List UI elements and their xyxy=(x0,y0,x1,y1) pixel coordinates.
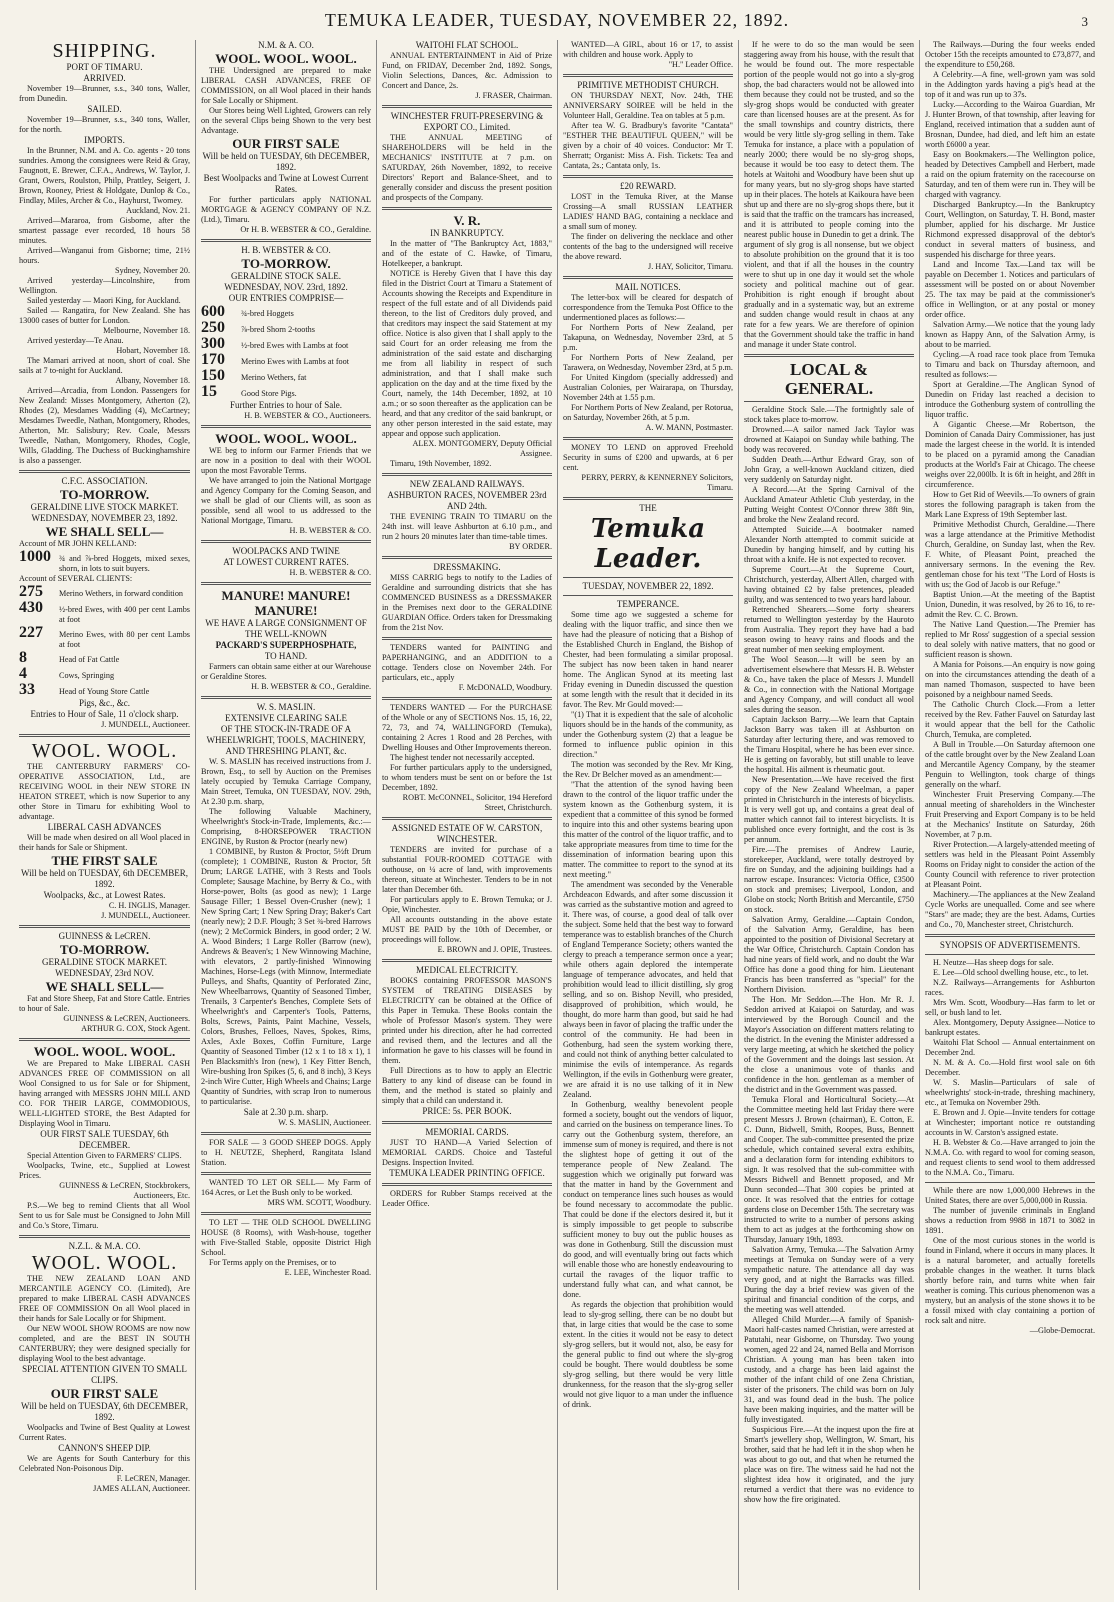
ad-heading: PACKARD'S SUPERPHOSPHATE, xyxy=(215,640,357,650)
news-item: New Presentation.—We have received the first copy of the New Zealand Wheelman, a paper printed in Christchurch in the interests of bicyclists. It is very well got up, and contains a great deal of matter which cannot fail to interest bicyclists. It is published once every fortnight, and the cost is 3s per annum. xyxy=(744,775,914,844)
lot-line xyxy=(19,625,190,650)
ad-text: Fat and Store Sheep, Fat and Store Cattle. Entries to hour of Sale. xyxy=(19,994,190,1013)
section-heading: SYNOPSIS OF ADVERTISEMENTS. xyxy=(939,940,1081,950)
ad-heading: ASSIGNED ESTATE OF W. CARSTON, WINCHESTER. xyxy=(391,823,543,844)
signature: BY ORDER. xyxy=(509,542,552,551)
lot-number: 300 xyxy=(201,335,225,352)
issue-date: TUESDAY, NOVEMBER 22, 1892. xyxy=(582,581,714,591)
ad-text: WANTED—A GIRL, about 16 or 17, to assist with children and house work. Apply to xyxy=(563,40,733,59)
synopsis-item: E. Lee—Old school dwelling house, etc., to let. xyxy=(933,968,1089,977)
ad-text: FOR SALE — 3 GOOD SHEEP DOGS. Apply to H. NEUTZE, Shepherd, Rangitata Island Station. xyxy=(201,1138,371,1167)
ad-text: The letter-box will be cleared for despatch of correspondence from the Temuka Post Office to the undermentioned places as follows:— xyxy=(563,293,733,322)
ad-text: For Northern Ports of New Zealand, per Rotorua, on Saturday, November 26th, at 5 p.m. xyxy=(563,403,733,422)
lot-line xyxy=(201,336,371,352)
column-3 xyxy=(376,40,557,1590)
ad-heading: WE SHALL SELL— xyxy=(45,979,164,994)
ad-text: Woolpacks, &c., at Lowest Rates. xyxy=(43,890,166,900)
news-item: A Celebrity.—A fine, well-grown yam was sold in the Addington yards having a pig's head at the top of it and was run up to 37s. xyxy=(925,70,1095,99)
news-item: Easy on Bookmakers.—The Wellington police, headed by Detectives Campbell and Herbert, made a raid on the opium fraternity on the racecourse on Saturday, and ten of them were run in. They will be charged with vagrancy. xyxy=(925,150,1095,199)
ad-heading: WEDNESDAY, 23rd NOV. xyxy=(55,968,154,978)
dateline: Hobart, November 18. xyxy=(116,346,190,355)
signature: GUINNESS & LeCREN, Auctioneers. xyxy=(63,1014,190,1023)
news-item: Suspicious Fire.—At the inquest upon the fire at Smart's jewellery shop, Wellington, W. Smart, his brother, said that he had left it in the shop when he was about to go out, and that when he returned the place was on fire. The witness said he had not the slightest idea how it originated, and the jury returned a verdict that there was no evidence to show how the fire originated. xyxy=(744,1425,914,1504)
news-item: Machinery.—The appliances at the New Zealand Cycle Works are unequalled. Come and see where "Stars" are made; they are the best. Adams, Curties and Co., 70, Manchester street, Christchurch. xyxy=(925,890,1095,929)
paragraph: November 19—Brunner, s.s., 340 tons, Waller, from Dunedin. xyxy=(19,84,190,103)
lot-number: 170 xyxy=(201,351,225,368)
ad-text: For further particulars apply to the undersigned, to whom tenders must be sent on or before the 1st December, 1892. xyxy=(382,763,552,792)
ad-text: Pigs, &c., &c. xyxy=(79,698,130,708)
signature: J. HAY, Solicitor, Timaru. xyxy=(648,262,733,271)
ad-heading: N.M. & A. CO. xyxy=(258,40,314,50)
section-title: SHIPPING. xyxy=(52,40,157,62)
ad-text: Entries to Hour of Sale, 11 o'clock sharp. xyxy=(30,709,179,719)
ad-text: Account of SEVERAL CLIENTS: xyxy=(19,574,133,583)
source-credit: —Globe-Democrat. xyxy=(1029,1326,1095,1335)
ad-text: WE HAVE A LARGE CONSIGNMENT OF THE WELL-KNOWN xyxy=(205,618,367,639)
synopsis-item: H. B. Webster & Co.—Have arranged to join the N.M.A. Co. with regard to wool for coming season, and request clients to send wool to them addressed to the N.M.A. Co., Timaru. xyxy=(925,1138,1095,1177)
paragraph: Arrived—Wanganui from Gisborne; time, 21½ hours. xyxy=(19,246,190,265)
ad-text: Best Woolpacks and Twine at Lowest Current Rates. xyxy=(203,173,369,194)
ad-heading: LIBERAL CASH ADVANCES xyxy=(47,822,162,832)
ad-heading: WOOL. WOOL. WOOL. xyxy=(33,1044,176,1059)
signature: F. McDONALD, Woodbury. xyxy=(458,683,552,692)
ad-text: Special Attention Given to FARMERS' CLIPS. xyxy=(27,1151,182,1160)
ad-text: ANNUAL ENTERTAINMENT in Aid of Prize Fund, on FRIDAY, December 2nd, 1892. Songs, Violin Selections, Dances, &c. Admission to Concert and Dance, 2s. xyxy=(382,51,552,90)
news-item: The Hon. Mr Seddon.—The Hon. Mr R. J. Seddon arrived at Kaiapoi on Saturday, and was interviewed by the Borough Council and the Mayor's Association on different matters relating to the district. In the evening the Minister addressed a very large meeting, at which he sketched the policy of the Government and the doings last session. At the close a unanimous vote of thanks and confidence in the hon. gentleman as a member of the district and in the Government was passed. xyxy=(744,995,914,1094)
news-item: A Bull in Trouble.—On Saturday afternoon one of the cattle brought over by the New Zealand Loan and Mercantile Agency Company, by the steamer Penguin to Wellington, took charge of things generally on the wharf. xyxy=(925,740,1095,789)
ad-text: PRICE: 5s. PER BOOK. xyxy=(422,1106,512,1116)
ad-text: TENDERS wanted for PAINTING and PAPERHANGING, and an ADDITION to a cottage. Tenders close on November 24th. For particulars, etc., apply xyxy=(382,643,552,682)
news-item: How to Get Rid of Weevils.—To owners of grain stores the following paragraph is taken from the Mark Lane Express of 19th September last. xyxy=(925,490,1095,519)
synopsis-item: E. Brown and J. Opie—Invite tenders for cottage at Winchester; important notice re outstanding accounts in W. Carston's assigned estate. xyxy=(925,1108,1095,1137)
ad-text: Will be held on TUESDAY, 6th DECEMBER, 1892. xyxy=(202,151,370,172)
synopsis-item: N.Z. Railways—Arrangements for Ashburton races. xyxy=(925,978,1095,997)
signature: H. B. WEBSTER & CO. xyxy=(289,526,371,535)
subheading: SAILED. xyxy=(87,104,122,114)
ad-heading: TO-MORROW. xyxy=(59,942,150,957)
signature: ALEX. MONTGOMERY, Deputy Official Assignee. xyxy=(412,439,552,458)
news-item: Salvation Army, Geraldine.—Captain Condon, of the Salvation Army, Geraldine, has been appointed to the position of Divisional Secretary at the War Office, Christchurch. Captain Condon has had nine years of field work, and no doubt the War Office has done a good thing for him. Lieutenant Francis has been transferred as "special" for the Northern Division. xyxy=(744,915,914,994)
subheading: ARRIVED. xyxy=(83,73,126,83)
signature: MRS WM. SCOTT, Woodbury. xyxy=(267,1198,371,1207)
lot-text: ½-bred Ewes with Lambs at foot xyxy=(241,341,349,350)
ad-text: For Northern Ports of New Zealand, per Tarawera, on Wednesday, November 23rd, at 5 p.m. xyxy=(563,353,733,372)
ad-heading: TO-MORROW. xyxy=(241,256,331,271)
paragraph: Sailed yesterday — Maori King, for Auckland. xyxy=(27,296,181,305)
ad-heading: CANNON'S SHEEP DIP. xyxy=(58,1443,151,1453)
lot-number: 4 xyxy=(19,665,27,682)
ad-heading: H. B. WEBSTER & CO. xyxy=(241,245,331,255)
synopsis-item: Mrs Wm. Scott, Woodbury—Has farm to let or sell, or bush land to let. xyxy=(925,998,1095,1017)
ad-heading: WAITOHI FLAT SCHOOL. xyxy=(415,40,519,50)
ad-text: Full Directions as to how to apply an Electric Battery to any kind of disease can be found in them, and the method is stated so plainly and simply that a child can understand it. xyxy=(382,1066,552,1105)
ad-heading: MEDICAL ELECTRICITY. xyxy=(416,965,518,975)
ad-heading: THE FIRST SALE xyxy=(51,853,158,868)
news-item: Primitive Methodist Church, Geraldine.—There was a large attendance at the Primitive Methodist Church, Geraldine, on Sunday last, when the Rev. F. White, of Pleasant Point, preached the anniversary sermons. In the evening the Rev. gentleman chose for his text "The Lord of Hosts is with us; the God of Jacob is our Refuge." xyxy=(925,520,1095,589)
news-item: Sport at Geraldine.—The Anglican Synod of Dunedin on Friday last reached a decision to introduce the Gothenburg system of controlling the liquor traffic. xyxy=(925,380,1095,419)
dateline: Albany, November 18. xyxy=(115,376,190,385)
paragraph: In Gothenburg, wealthy benevolent people formed a society, bought out the vendors of liquor, and carried on the business on temperance lines. To carry out the Gothenburg system, therefore, an immense sum of money is required, and there is not the slightest hope of getting it out of the temperance people of New Zealand. The suggestion which we originally put forward was that the matter in hand by the Government and conduct on temperance lines such houses as would be found necessary to accommodate the public. That could be done if the electors desired it, but it is simply impossible to get people to subscribe sufficient money to buy out the public houses as was done in Gothenburg. Still the discussion must do good, and will eventually bring out facts which will enable those who are honestly endeavouring to curtail the ravages of the liquor traffic to understand fully what can, and what cannot, be done. xyxy=(563,1100,733,1299)
lot-text: ¾-bred Hoggets xyxy=(241,309,294,318)
paper-title: Temuka Leader. xyxy=(590,514,706,574)
news-item: Drowned.—A sailor named Jack Taylor was drowned at Kaiapoi on Sunday while bathing. The body was recovered. xyxy=(744,425,914,454)
lot-number: 8 xyxy=(19,649,27,666)
lot-line xyxy=(19,666,190,682)
signature: A. W. MANN, Postmaster. xyxy=(645,423,733,432)
ad-heading: NEW ZEALAND RAILWAYS. xyxy=(409,479,525,489)
ad-heading: GERALDINE STOCK MARKET. xyxy=(42,957,167,967)
column-6 xyxy=(919,40,1100,1590)
ad-text: 1 COMBINE, by Ruston & Proctor, 5½ft Drum (complete); 1 COMBINE, Ruston & Proctor, 5ft Drum; LARGE LATHE, with 3 Rests and Tools Complete; Sausage Machine, by Berry & Co., with Horse-power, Bolts (as good as new); 1 Large Sausage Filler; 1 Bessel Oven-Crusher (new); 1 New Spring Cart; 1 New Spring Dray; Baker's Cart (nearly new); 2 D.F. Plough; 3 Set ¾-bred Harrows (new); 2 McCormick Binders, in good order; 2 W. A. Wood Binders; 1 Large Roller (Barrow (new), Andrews & Beaven's; 1 New Winnowing Machine, with elevators, 2 partly-finished Winnowing Machines, Horse-Legs (with Minnow, Intermediate Pulleys, and Shafts, Quantity of Perforated Zinc, New Wheelbarrows, Quantity of Seasoned Timber, Trenails, 3 Carpenter's Benches, Complete Sets of Wheelwright's and Carpenter's Tools, Patterns, Bolts, Screws, Paints, Paint Machine, Vessels, Colors, Brushes, Felloes, Naves, Spokes, Rims, Axles, Axle Boxes, Coffin Furniture, Large Quantity of Seasoned Timber (12 x 1 to 18 x 1), 1 Pen Blacksmith's Iron (new), 1 Key Fitter Bench, Wire-bushing Iron Spikes (5, 6, and 8 inch), 3 Keys 2-inch Wire Cutter, High Wheels and Chains; Large Quantity of Sundries, with scrap Iron to numerous to particularise. xyxy=(201,847,371,1106)
subheading: IMPORTS. xyxy=(84,135,125,145)
ad-text: The finder on delivering the necklace and other contents of the bag to the undersigned will receive the above reward. xyxy=(563,232,733,261)
signature: ROBT. McCONNEL, Solicitor, 194 Hereford Street, Christchurch. xyxy=(402,793,552,812)
news-item: The Railways.—During the four weeks ended October 15th the receipts amounted to £73,877, and the expenditure to £50,268. xyxy=(925,40,1095,69)
paper-kicker: THE xyxy=(639,503,657,513)
paragraph: In the Brunner, N.M. and A. Co. agents - 20 tons sundries. Among the consignees were Reid & Gray, Faugnott, E. Brewer, C.F.A., Andrews, W. Taylor, J. Grant, Owers, Roulston, Philp, Prattley, Seigert, J. Brown, Rooney, Priest & Holdgate, Dunlop & Co., Findlay, Miles, Archer & Co., Hayhurst, Twomey. xyxy=(19,146,190,205)
ad-text: THE Undersigned are prepared to make LIBERAL CASH ADVANCES, FREE OF COMMISSION, on all Wool placed in their hands for Sale Locally or Shipment. xyxy=(201,66,371,105)
signature: "H." Leader Office. xyxy=(668,60,733,69)
signature: W. S. MASLIN, Auctioneer. xyxy=(278,1118,371,1127)
paragraph: Sailed — Rangatira, for New Zealand. She has 13000 cases of butter for London. xyxy=(19,306,190,325)
ad-heading: C.F.C. ASSOCIATION. xyxy=(61,476,148,486)
lot-text: Cows, Springing xyxy=(59,671,115,680)
lot-line xyxy=(19,600,190,625)
ad-heading: SPECIAL ATTENTION GIVEN TO SMALL CLIPS. xyxy=(22,1364,187,1385)
lot-text: Good Store Pigs. xyxy=(241,389,297,398)
ad-text: TO LET — THE OLD SCHOOL DWELLING HOUSE (8 Rooms), with Wash-house, together with Five-Stalled Stable, opposite District High School. xyxy=(201,1218,371,1257)
paragraph: Arrived—Arcadia, from London. Passengers for New Zealand: Misses Montgomery, Atherton (2), Rhodes (2), Mesdames Wadding (4), McCartney; Mesdames Tweedle, Nathan, Montgomery, Rhodes, Atherton, Mr. Salisbury; Rev. Coale, Messrs Tweedle, Nathan, Montgomery, Rhodes, Cogle, Wills, Gladding. The Duchess of Buckinghamshire is also a passenger. xyxy=(19,386,190,465)
paragraph: While there are now 1,000,000 Hebrews in the United States, there are over 5,000,000 in Russia. xyxy=(925,1186,1095,1205)
ad-text: For further particulars apply NATIONAL MORTGAGE & AGENCY COMPANY OF N.Z. (Ltd.), Timaru. xyxy=(201,195,371,224)
lot-number: 430 xyxy=(19,599,43,616)
ad-text: LOST in the Temuka River, at the Manse Crossing—A small RUSSIAN LEATHER LADIES' HAND BAG, containing a necklace and a small sum of money. xyxy=(563,192,733,231)
paragraph: If he were to do so the man would be seen staggering away from his house, with the result that he would be found out. The more respectable portion of the people would not go into a sly-grog shop, the bad characters would not be allowed into them because they could not be trusted, and so the sly-grog shops would be conducted with greater care than licensed houses are at the present. As for the small townships and country districts, there would be very little sly-grog selling in them. Take Temuka for instance, a place with a population of nearly 2000; there would be no sly-grog shops, because it would be too easy to detect them. The hotels at Waitohi and Woodbury have been shut up for many years, but no sly-grog shops have started up in their places. The hotels at Kaikoura have been shut up and there are no sly-grog shops there, but it is said that the traffic on the tramcars has increased, and it is attributed to people coming into the nearest public house in Dunedin to get a drink. The argument of sly grog is all nonsense, but we object to absolute prohibition on the ground that it is too violent, and that if all the houses in the country were to shut up in one day it would set the whole society and political machine out of gear. Prohibition is right enough if brought about gradually and in a systematic way, but an extreme and sudden change would result in chaos at any rate for a few years. We are therefore of opinion that the Government should take the traffic in hand and manage it under State control. xyxy=(744,40,914,349)
paragraph: Some time ago we suggested a scheme for dealing with the liquor traffic, and since then we have had the pleasure of noticing that a Bishop of the Established Church in England, the Bishop of Chester, had been formulating a similar proposal. The subject has now been taken in hand nearer home. The Anglican Synod at its meeting last Friday evening in Dunedin discussed the question at some length with the result that it decided in its favor. The Rev. Mr Gould moved:— xyxy=(563,610,733,709)
ad-text: We are Prepared to Make LIBERAL CASH ADVANCES FREE OF COMMISSION on all Wool Consigned to us for Sale or for Shipment, having arranged with MESSRS JOHN MILL AND CO. FOR THEIR LARGE, COMMODIOUS, WELL-LIGHTED STORE, the Best Adapted for Displaying Wool in Timaru. xyxy=(19,1059,190,1128)
signature: PERRY, PERRY, & KENNERNEY Solicitors, Timaru. xyxy=(581,473,733,492)
ad-text: Will be held on TUESDAY, 6th DECEMBER, 1892. xyxy=(21,1401,188,1422)
lot-text: Merino Ewes with Lambs at foot xyxy=(241,357,350,366)
synopsis-item: H. Neutze—Has sheep dogs for sale. xyxy=(933,958,1054,967)
paragraph: Arrived yesterday—Lincolnshire, from Wellington. xyxy=(19,276,190,295)
lot-line xyxy=(19,584,190,600)
ad-text: Farmers can obtain same either at our Warehouse or Geraldine Stores. xyxy=(201,662,371,681)
dateline: Sydney, November 20. xyxy=(115,266,190,275)
news-item: Salvation Army.—We notice that the young lady known as Happy Ann, of the Salvation Army, is about to be married. xyxy=(925,320,1095,349)
lot-text: Head of Fat Cattle xyxy=(59,655,120,664)
ad-heading: GUINNESS & LeCREN. xyxy=(58,931,151,941)
lot-line xyxy=(19,650,190,666)
signature: Or H. B. WEBSTER & CO., Geraldine. xyxy=(240,225,371,234)
news-item: The Wool Season.—It will be seen by an advertisement elsewhere that Messrs H. B. Webster & Co., have taken the place of Messrs J. Mundell & Co., in connection with the National Mortgage and Agency Company, and will conduct all wool sales during the season. xyxy=(744,655,914,714)
ad-text: Our Stores being Well Lighted, Growers can rely on the several Clips being Shown to the very best Advantage. xyxy=(201,106,371,135)
news-item: Captain Jackson Barry.—We learn that Captain Jackson Barry was taken ill at Ashburton on Saturday after lecturing there, and was removed to the Timaru Hospital, where he has been ever since. He is getting on favorably, but still unable to leave the hospital. His ailment is rheumatic gout. xyxy=(744,715,914,774)
signature: J. MUNDELL, Auctioneer. xyxy=(101,911,190,920)
ad-text: AT LOWEST CURRENT RATES. xyxy=(223,557,349,567)
paragraph: November 19—Brunner, s.s., 340 tons, Waller, for the north. xyxy=(19,115,190,134)
ad-heading: WOOL. WOOL. xyxy=(31,740,178,762)
ad-heading: WOOL. WOOL. WOOL. xyxy=(215,431,357,446)
ad-heading: WEDNESDAY, NOVEMBER 23, 1892. xyxy=(31,513,178,523)
lot-line xyxy=(201,320,371,336)
signature: C. H. INGLIS, Manager. xyxy=(108,901,190,910)
ad-text: Account of MR JOHN KELLAND: xyxy=(19,539,137,548)
signature: H. B. WEBSTER & CO., Geraldine. xyxy=(251,682,371,691)
news-item: The Native Land Question.—The Premier has replied to Mr Ross' suggestion of a special session to deal solely with native matters, that no good or sufficient reason is shown. xyxy=(925,620,1095,659)
ad-heading: V. R. xyxy=(453,213,481,228)
ad-text: We are Agents for South Canterbury for this Celebrated Non-Poisonous Dip. xyxy=(19,1454,190,1473)
ad-text: The following Valuable Machinery, Wheelwright's Stock-in-Trade, Implements, &c.:—Comprising, 8-HORSEPOWER TRACTION ENGINE, by Ruston & Proctor (nearly new) xyxy=(201,807,371,846)
ad-text: All accounts outstanding in the above estate MUST BE PAID by the 10th of December, or proceedings will follow. xyxy=(382,915,552,944)
section-title: LOCAL & GENERAL. xyxy=(784,360,874,398)
lot-number: 275 xyxy=(19,583,43,600)
synopsis-item: W. S. Maslin—Particulars of sale of wheelwrights' stock-in-trade, threshing machinery, etc., at Temuka on November 29th. xyxy=(925,1078,1095,1107)
news-item: A Gigantic Cheese.—Mr Robertson, the Dominion of Canada Dairy Commissioner, has just made the largest cheese in the world. It is intended to be placed on a pyramid among the Canadian products at the World's Fair at Chicago. The cheese weighs over 22,000lb. It is 6ft in height, and 28ft in circumference. xyxy=(925,420,1095,489)
ad-heading: WINCHESTER FRUIT-PRESERVING & EXPORT CO., Limited. xyxy=(390,111,544,132)
lot-line xyxy=(201,368,371,384)
ad-text: For Terms apply on the Premises, or to xyxy=(209,1258,337,1267)
column-1 xyxy=(14,40,195,1590)
ad-heading: PRIMITIVE METHODIST CHURCH. xyxy=(577,80,719,90)
news-item: Alleged Child Murder.—A family of Spanish-Maori half-castes named Christian, were arrested at Patutahi, near Gisborne, on Thursday. Two young women, aged 22 and 24, named Bella and Morrison Christian. A young man has been taken into custody, and a charge has been laid against the mother of the infant child of one Zena Christian, sister of the prisoners. The child was born on July 31, and was found dead in the bush. The police have been making inquiries, and the matter will be fully investigated. xyxy=(744,1315,914,1424)
signature: JAMES ALLAN, Auctioneer. xyxy=(93,1484,190,1493)
news-item: Temuka Floral and Horticultural Society.—At the Committee meeting held last Friday there were present Messrs J. Brown (chairman), E. Cotton, E. C. Dunn, Bidwell, Smith, Roopes, Buss, Bennett and Cooper. The sub-committee presented the prize schedule, which contained several extra exhibits, and a declaration form for intending exhibitors to sign. It was resolved that the sub-committee with Messrs Bidwell and Bennett proposed, and Mr Dunn seconded—That 300 copies be printed at once. It was resolved that the entries for cottage gardens close on December 15th. The secretary was instructed to write to a number of persons asking them to act as judges at the forthcoming show on Thursday, January 19th, 1893. xyxy=(744,1095,914,1244)
ad-heading: MAIL NOTICES. xyxy=(615,282,681,292)
paragraph: The amendment was seconded by the Venerable Archdeacon Edwards, and after some discussion it was carried as the substantive motion and agreed to it. There was, of course, a good deal of talk over the subject. Some held that the best way to forward temperance was to establish branches of the Church of England Temperance Society; others wanted the clergy to preach a temperance sermon once a year; while others again deplored the intemperate language of temperance advocates, and held that prohibition would lead to illicit distilling, sly grog selling, and so on. Bishop Nevill, who presided, disapproved of prohibition, which would, he thought, do more harm than good, but said he had always been in favor of placing the traffic under the control of the community. He had been in Gothenburg, had seen the system working there, and could not think of anything better calculated to minimise the evils of intemperance. As regards Wellington, if the evils in Gothenburg were greater, we are afraid it is no use talking of it in New Zealand. xyxy=(563,880,733,1099)
ad-text: Woolpacks, Twine, etc., Supplied at Lowest Prices. xyxy=(19,1161,190,1180)
ad-heading: WOOL. WOOL. WOOL. xyxy=(215,51,357,66)
news-item: Fire.—The premises of Andrew Laurie, storekeeper, Auckland, were totally destroyed by fire on Sunday, and the adjoining buildings had a narrow escape. Insurances: Victoria Office, £3500 on stock and premises; Liverpool, London, and Globe on stock; North British and Mercantile, £750 on stock. xyxy=(744,845,914,914)
ad-text: Our NEW WOOL SHOW ROOMS are now now completed, and are the BEST IN SOUTH CANTERBURY; they were designed specially for displaying Wool to the best advantage. xyxy=(19,1324,190,1363)
signature: E. LEE, Winchester Road. xyxy=(284,1268,371,1277)
ad-heading: MANURE! MANURE! MANURE! xyxy=(221,588,351,618)
news-item: Lucky.—According to the Wairoa Guardian, Mr J. Hunter Brown, of that township, after leaving for England, received intimation that a sudden aunt of Brosnan, Dundee, had died, and left him an estate worth £6000 a year. xyxy=(925,100,1095,149)
ad-text: After tea W. G. Bradbury's favorite "Cantata" "ESTHER THE BEAUTIFUL QUEEN," will be given by a choir of 40 voices. Conductor: Mr T. Sherratt; Organist: Miss A. Fish. Tickets: Tea and Cantata, 2s.; Cantata only, 1s. xyxy=(563,121,733,170)
paragraph: Arrived—Mararoa, from Gisborne, after the smartest passage ever recorded, 18 hours 58 minutes. xyxy=(19,216,190,245)
news-item: A Record.—At the Spring Carnival of the Auckland Amateur Athletic Club yesterday, in the Putting Weight Contest O'Connor threw 38ft 9in, and broke the New Zealand record. xyxy=(744,485,914,524)
lot-line xyxy=(19,682,190,698)
paragraph: Arrived yesterday—Te Anau. xyxy=(27,336,124,345)
subheading: PORT OF TIMARU. xyxy=(66,62,143,72)
ad-text: ON THURSDAY NEXT, Nov. 24th, THE ANNIVERSARY SOIREE will be held in the Volunteer Hall, Geraldine. Tea on tables at 5 p.m. xyxy=(563,91,733,120)
news-item: Geraldine Stock Sale.—The fortnightly sale of stock takes place to-morrow. xyxy=(744,405,914,424)
lot-number: 1000 xyxy=(19,548,51,565)
column-5 xyxy=(738,40,919,1590)
ad-text: WE beg to inform our Farmer Friends that we are now in a position to deal with their WOOL upon the most Favorable Terms. xyxy=(201,446,371,475)
ad-text: Timaru, 19th November, 1892. xyxy=(390,459,492,468)
ad-heading: WOOLPACKS AND TWINE xyxy=(232,546,340,556)
ad-heading: IN BANKRUPTCY. xyxy=(430,228,504,238)
signature: GUINNESS & LeCREN, Stockbrokers, Auctioneers, Etc. xyxy=(59,1181,190,1200)
newspaper-page xyxy=(14,40,1102,1590)
ad-text: Will be made when desired on all Wool placed in their hands for Sale or Shipment. xyxy=(19,833,190,852)
synopsis-item: Waitohi Flat School — Annual entertainment on December 2nd. xyxy=(925,1038,1095,1057)
news-item: Retrenched Shearers.—Some forty shearers returned to Wellington yesterday by the Hauroto from Australia. They report they have had a bad season owing to heavy rains and floods and the great number of men seeking employment. xyxy=(744,605,914,654)
news-item: The Catholic Church Clock.—From a letter received by the Rev. Father Fauvel on Saturday last it would appear that the bell for the Catholic Church, Temuka, are completed. xyxy=(925,700,1095,739)
ad-text: For particulars apply to E. Brown Temuka; or J. Opie, Winchester. xyxy=(382,895,552,914)
ad-text: We have arranged to join the National Mortgage and Agency Company for the Coming Season, and we shall be glad of our Clients will, as soon as possible, send all wool to us addressed to the National Mortgage, Timaru. xyxy=(201,476,371,525)
paragraph: "That the attention of the synod having been drawn to the control of the liquor traffic under the system known as the Gothenburg system, it is expedient that a committee of this synod be formed to inquire into this and other systems bearing upon this matter of the control of the liquor traffic, and to take appropriate measures from time to time for the dissemination of information bearing upon this matter. The committee to report to the synod at its next meeting." xyxy=(563,780,733,879)
signature: H. B. WEBSTER & CO., Auctioneers. xyxy=(244,411,371,420)
news-item: Baptist Union.—At the meeting of the Baptist Union, Dunedin, it was resolved, by 26 to 16, to re-admit the Rev. C. C. Brown. xyxy=(925,590,1095,619)
ad-text: JUST TO HAND—A Varied Selection of MEMORIAL CARDS. Choice and Tasteful Designs. Inspection Invited. xyxy=(382,1138,552,1167)
column-2 xyxy=(195,40,376,1590)
dateline: Auckland, Nov. 21. xyxy=(126,206,190,215)
paragraph: As regards the objection that prohibition would lead to sly-grog selling, there can be no doubt but that, in large cities that would be the case to some extent. In the cities it would not be easy to detect sly-grog sellers, but it would not, also, be easy for the general public to find out where the sly-grog could be bought. There would doubtless be some sly-grog selling, but there would be very little drunkenness, for the reason that the sly-grog seller would not give liquor to a man under the influence of drink. xyxy=(563,1300,733,1409)
ad-text: Will be held on TUESDAY, 6th DECEMBER, 1892. xyxy=(21,868,188,889)
ad-heading: WOOL. WOOL. xyxy=(31,1252,178,1274)
news-item: Discharged Bankruptcy.—In the Bankruptcy Court, Wellington, on Saturday, T. H. Bond, master plumber, applied for his discharge. Mr Justice Richmond expressed disapproval of the debtor's conduct in several matters of business, and suspended his discharge for three years. xyxy=(925,200,1095,259)
ad-heading: TO-MORROW. xyxy=(59,487,150,502)
masthead: TEMUKA LEADER, TUESDAY, NOVEMBER 22, 1892. xyxy=(324,10,790,30)
ad-text: Further Entries to hour of Sale. xyxy=(230,400,342,410)
ad-text: For Northern Ports of New Zealand, per Takapuna, on Wednesday, November 23rd, at 5 p.m. xyxy=(563,323,733,352)
lot-number: 600 xyxy=(201,303,225,320)
ad-heading: EXTENSIVE CLEARING SALE xyxy=(225,713,347,723)
ad-text: W. S. MASLIN has received instructions from J. Brown, Esq., to sell by Auction on the Premises lately occupied by Temuka Carriage Company, Main Street, Temuka, ON TUESDAY, NOV. 29th, At 2.30 p.m. sharp, xyxy=(201,757,371,806)
ad-text: Woolpacks and Twine of Best Quality at Lowest Current Rates. xyxy=(19,1423,190,1442)
ad-heading: OUR ENTRIES COMPRISE— xyxy=(228,293,344,303)
news-item: River Protection.—A largely-attended meeting of settlers was held in the Pleasant Point Assembly Rooms on Friday night to consider the action of the County Council with reference to river protection at Pleasant Point. xyxy=(925,840,1095,889)
paragraph: The Mamari arrived at noon, short of coal. She sails at 7 to-night for Auckland. xyxy=(19,356,190,375)
ad-text: TENDERS WANTED — For the PURCHASE of the Whole or any of SECTIONS Nos. 15, 16, 22, 72, 73, and 74, WALLINGFORD (Temuka), containing 2 Acres 1 Rood and 28 Perches, with Dwelling Houses and Other Improvements thereon. xyxy=(382,703,552,752)
lot-text: ¾ and ⅞-bred Hoggets, mixed sexes, shorn, in lots to suit buyers. xyxy=(59,554,190,573)
lot-text: Merino Ewes, with 80 per cent Lambs at foot xyxy=(59,630,190,649)
dateline: Melbourne, November 18. xyxy=(103,326,190,335)
lot-number: 33 xyxy=(19,681,35,698)
ad-heading: GERALDINE STOCK SALE. xyxy=(230,271,342,281)
ad-heading: WEDNESDAY, NOV. 23rd, 1892. xyxy=(224,282,348,292)
lot-number: 250 xyxy=(201,319,225,336)
news-item: Attempted Suicide.—A bootmaker named Alexander North attempted to commit suicide at Dunedin by hanging himself, and by cutting his throat with a knife. He is not expected to recover. xyxy=(744,525,914,564)
ad-text: THE ANNUAL MEETING of SHAREHOLDERS will be held in the MECHANICS' INSTITUTE at 7 p.m. on SATURDAY, 26th November, 1892, to receive Directors' Report and Balance-Sheet, and to generally consider and discuss the present position and prospects of the Company. xyxy=(382,133,552,202)
ad-text: THE NEW ZEALAND LOAN AND MERCANTILE AGENCY CO. (Limited), Are prepared to make LIBERAL CASH ADVANCES FREE OF COMMISSION On all Wool placed in their hands for Sale Locally or for Shipment. xyxy=(19,1274,190,1323)
lot-text: Merino Wethers, in forward condition xyxy=(59,589,184,598)
ad-text: THE CANTERBURY FARMERS' CO-OPERATIVE ASSOCIATION, Ltd., are RECEIVING WOOL in their NEW STORE IN HEATON STREET, which is now Superior to any other Store in Timaru for exhibiting Wool to advantage. xyxy=(19,762,190,821)
news-item: Cycling.—A road race took place from Temuka to Timaru and back on Thursday afternoon, and resulted as follows:— xyxy=(925,350,1095,379)
news-item: A Mania for Poisons.—An enquiry is now going on into the circumstances attending the death of a man named Thomason, suspected to have been poisoned by a neighbour named Seeds. xyxy=(925,660,1095,699)
signature: E. BROWN and J. OPIE, Trustees. xyxy=(437,945,552,954)
ad-heading: OUR FIRST SALE xyxy=(232,136,340,151)
news-item: Winchester Fruit Preserving Company.—The annual meeting of shareholders in the Winchester Fruit Preserving and Export Company is to be held at the Mechanics' Institute on Saturday, 26th November, at 7 p.m. xyxy=(925,790,1095,839)
lot-text: Head of Young Store Cattle xyxy=(59,687,150,696)
column-4 xyxy=(557,40,738,1590)
ad-text: BOOKS containing PROFESSOR MASON'S SYSTEM of TREATING DISEASES by ELECTRICITY can be obtained at the Office of this Paper in Temuka. These Books contain the whole of Professor Mason's system. They were printed under his direction, after he had corrected and revised them, and the lectures and all the information he gave to his classes will be found in them. xyxy=(382,976,552,1065)
ad-text: ORDERS for Rubber Stamps received at the Leader Office. xyxy=(382,1189,552,1208)
lot-text: ⅞-bred Shorn 2-tooths xyxy=(241,325,315,334)
news-item: Supreme Court.—At the Supreme Court, Christchurch, yesterday, Albert Allen, charged with having obtained £2 by false pretences, pleaded guilty, and was sentenced to two years hard labour. xyxy=(744,565,914,604)
signature: J. FRASER, Chairman. xyxy=(475,91,552,100)
lot-number: 227 xyxy=(19,624,43,641)
signature: ARTHUR G. COX, Stock Agent. xyxy=(81,1024,190,1033)
ad-text: The highest tender not necessarily accepted. xyxy=(390,753,535,762)
ad-text: P.S.—We beg to remind Clients that all Wool Sent to us for Sale must be Consigned to John Mill and Co.'s Store, Timaru. xyxy=(19,1201,190,1230)
ad-heading: OUR FIRST SALE TUESDAY, 6th DECEMBER. xyxy=(40,1129,169,1150)
ad-text: In the matter of "The Bankruptcy Act, 1883," and of the estate of C. Hawke, of Timaru, Hotelkeeper, a bankrupt. xyxy=(382,239,552,268)
paragraph: One of the most curious stones in the world is found in Finland, where it occurs in many places. It is a natural barometer, and actually foretells probable changes in the weather. It turns black shortly before rain, and turns white when fair weather is coming. This curious phenomenon was a mystery, but an analysis of the stone shows it to be a fossil mixed with clay containing a portion of rock salt and nitre. xyxy=(925,1236,1095,1325)
ad-text: THE EVENING TRAIN TO TIMARU on the 24th inst. will leave Ashburton at 6.10 p.m., and run 2 hours 20 minutes later than time-table times. xyxy=(382,512,552,541)
ad-heading: £20 REWARD. xyxy=(620,181,676,191)
ad-text: MISS CARRIG begs to notify to the Ladies of Geraldine and surrounding districts that she has COMMENCED BUSINESS as a DRESSMAKER in the Premises next door to the GERALDINE GUARDIAN Office. Orders taken for Dressmaking from the 21st Nov. xyxy=(382,573,552,632)
ad-heading: N.Z.L. & M.A. CO. xyxy=(68,1241,141,1251)
ad-text: OF THE STOCK-IN-TRADE OF A WHEELWRIGHT, TOOLS, MACHINERY, AND THRESHING PLANT, &c. xyxy=(206,724,366,756)
synopsis-item: N. M. & A. Co.—Hold first wool sale on 6th December. xyxy=(925,1058,1095,1077)
paragraph: The motion was seconded by the Rev. Mr King, the Rev. Dr Belcher moved as an amendment:— xyxy=(563,760,733,779)
ad-heading: MEMORIAL CARDS. xyxy=(425,1127,509,1137)
paragraph: "(1) That it is expedient that the sale of alcoholic liquors should be in the hands of the community, as under the Gothenburg system (2) that a league be formed to influence public opinion in this direction." xyxy=(563,710,733,759)
signature: J. MUNDELL, Auctioneer. xyxy=(101,720,190,729)
lot-text: Merino Wethers, fat xyxy=(241,373,307,382)
signature: F. LeCREN, Manager. xyxy=(116,1474,190,1483)
ad-text: For United Kingdom (specially addressed) and Australian Colonies, per Wairarapa, on Thursday, November 24th at 1.55 p.m. xyxy=(563,373,733,402)
ad-text: TEMUKA LEADER PRINTING OFFICE. xyxy=(389,1168,545,1178)
ad-heading: WE SHALL SELL— xyxy=(45,524,164,539)
ad-heading: OUR FIRST SALE xyxy=(50,1386,159,1401)
lot-line xyxy=(19,549,190,574)
signature: H. B. WEBSTER & CO. xyxy=(289,568,371,577)
lot-line xyxy=(201,304,371,320)
lot-number: 15 xyxy=(201,383,217,400)
ad-heading: DRESSMAKING. xyxy=(433,562,501,572)
page-number: 3 xyxy=(1081,14,1088,29)
paragraph: The number of juvenile criminals in England shows a reduction from 9988 in 1871 to 3082 in 1891. xyxy=(925,1206,1095,1235)
ad-heading: ASHBURTON RACES, NOVEMBER 23rd AND 24th. xyxy=(387,490,547,511)
lot-number: 150 xyxy=(201,367,225,384)
editorial-heading: TEMPERANCE. xyxy=(616,599,680,609)
ad-text: TENDERS are invited for purchase of a substantial FOUR-ROOMED COTTAGE with outhouse, on ¼ acre of land, with improvements thereon, situate at Winchester. Tenders to be in not later than December 6th. xyxy=(382,845,552,894)
lot-line xyxy=(201,384,371,400)
ad-text: MONEY TO LEND on approved Freehold Security in sums of £200 and upwards, at 6 per cent. xyxy=(563,443,733,472)
ad-heading: W. S. MASLIN. xyxy=(256,702,316,712)
lot-line xyxy=(201,352,371,368)
synopsis-item: Alex. Montgomery, Deputy Assignee—Notice to bankrupt estates. xyxy=(925,1018,1095,1037)
ad-text: WANTED TO LET OR SELL— My Farm of 164 Acres, or Let the Bush only to be worked. xyxy=(201,1178,371,1197)
news-item: Land and Income Tax.—Land tax will be payable on December 1. Notices and particulars of assessment will be posted on or about November 25. The tax may be paid at the commissioner's office in Wellington, or at any postal or money order office. xyxy=(925,260,1095,319)
news-item: Sudden Death.—Arthur Edward Gray, son of John Gray, a well-known Auckland citizen, died very suddenly on Saturday night. xyxy=(744,455,914,484)
ad-text: TO HAND. xyxy=(264,651,308,661)
news-item: Salvation Army, Temuka.—The Salvation Army meetings at Temuka on Sunday were of a very sympathetic nature. The attendance all day was very good, and at night the Barracks was filled. During the day a brief review was given of the spiritual and financial condition of the corps, and the meeting was well attended. xyxy=(744,1245,914,1314)
ad-text: Sale at 2.30 p.m. sharp. xyxy=(243,1107,329,1117)
lot-text: ½-bred Ewes, with 400 per cent Lambs at foot xyxy=(59,605,190,624)
ad-text: NOTICE is Hereby Given that I have this day filed in the District Court at Timaru a Statement of Accounts showing the Receipts and Expenditure in respect of the full estate and of all Dividends paid thereon, to the list of Creditors duly proved, and that creditors may inspect the said Statement at my office. Notice is also given that I shall apply to the said Court for an order releasing me from the administration of the said estate and discharging me from all liability in respect of such administration, and that I shall make such application on the day and at the time fixed by the Court, namely, the 14th December, 1892, at 10 a.m.; or so soon thereafter as the application can be heard, and that any creditor of the said bankrupt, or any other person interested in the said estate, may appear and oppose such application. xyxy=(382,269,552,438)
ad-heading: GERALDINE LIVE STOCK MARKET. xyxy=(30,502,179,512)
